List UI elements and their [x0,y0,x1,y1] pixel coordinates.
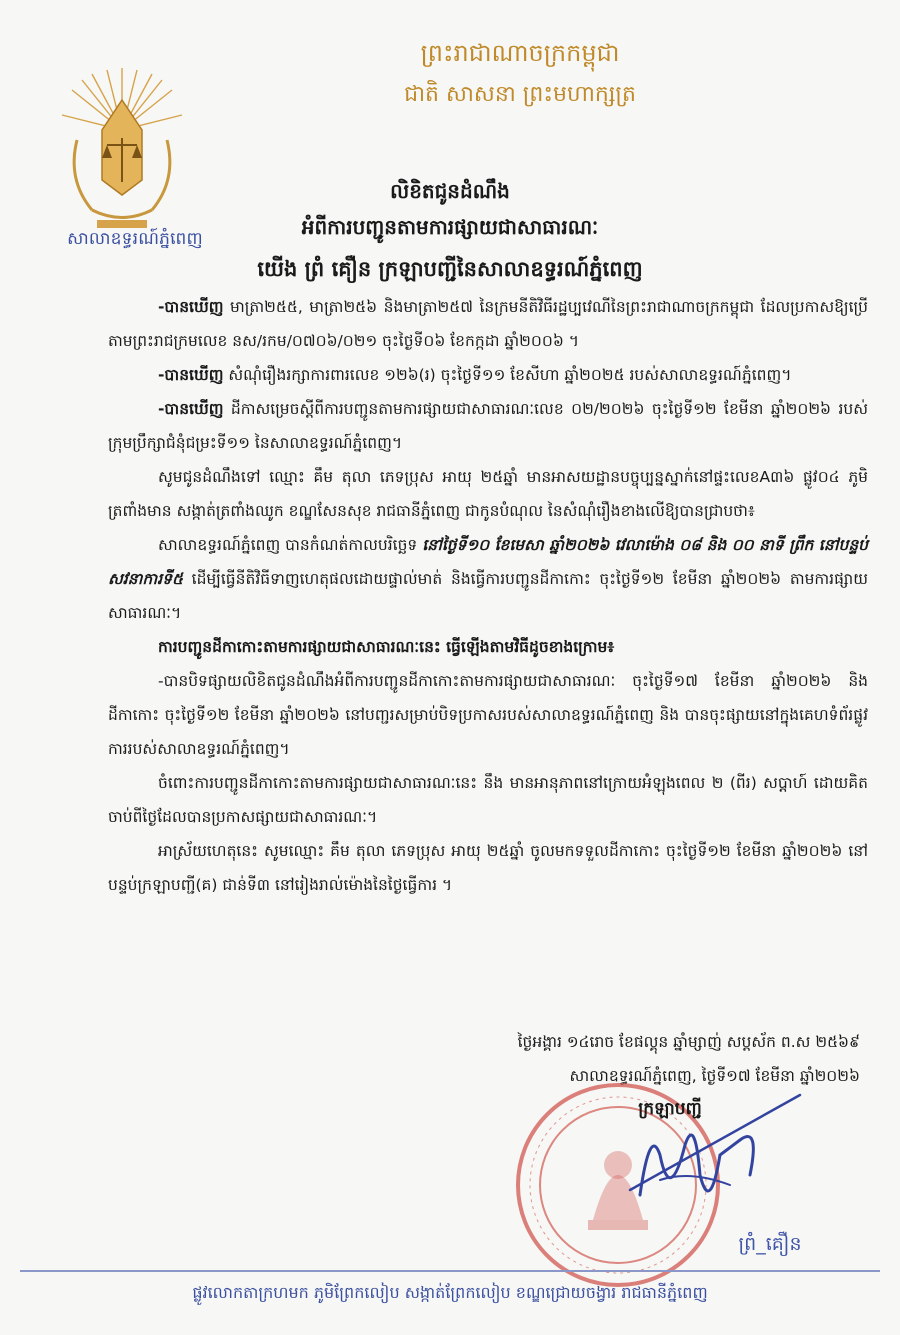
paragraph-method-heading: ការបញ្ជូនដីកាកោះតាមការផ្សាយជាសាធារណៈនេះ ធ្វើឡើងតាមវិធីដូចខាងក្រោម៖ [158,638,615,656]
paragraph-conclusion: អាស្រ័យហេតុនេះ សូមឈ្មោះ គឹម តុលា ភេទប្រុស អាយុ ២៥ឆ្នាំ ចូលមកទទួលដីកាកោះ ចុះថ្ងៃទី១២ ខែមីនា ឆ្នាំ២០២៦ នៅបន្ទប់ក្រឡាបញ្ជី(គ) ជាន់ទី៣ នៅរៀងរាល់ម៉ោងនៃថ្ងៃធ្វើការ ។ [108,842,868,894]
paragraph-text: សាលាឧទ្ធរណ៍ភ្នំពេញ បានកំណត់កាលបរិច្ឆេទ [158,536,423,554]
paragraph-hearing [108,528,868,630]
paragraph-method: -បានបិទផ្សាយលិខិតជូនដំណឹងអំពីការបញ្ជូនដីកាកោះតាមការផ្សាយជាសាធារណៈ ចុះថ្ងៃទី១៧ ខែមីនា ឆ្នាំ២០២៦ និងដីកាកោះ ចុះថ្ងៃទី១២ ខែមីនា ឆ្នាំ២០២៦ នៅបញ្ជរសម្រាប់បិទប្រកាសរបស់សាលាឧទ្ធរណ៍ភ្នំពេញ និង បានចុះផ្សាយនៅក្នុងគេហទំព័រផ្លូវការរបស់សាលាឧទ្ធរណ៍ភ្នំពេញ។ [108,672,868,758]
paragraph-text: សំណុំរឿងរក្សាការពារលេខ ១២៦(រ) ចុះថ្ងៃទី១១ ខែសីហា ឆ្នាំ២០២៥ របស់សាលាឧទ្ធរណ៍ភ្នំពេញ។ [223,366,792,384]
footer-divider [20,1270,880,1272]
national-motto: ជាតិ សាសនា ព្រះមហាក្សត្រ [404,82,636,107]
court-name-under-logo: សាលាឧទ្ធរណ៍ភ្នំពេញ [67,229,203,249]
notice-subtitle: អំពីការបញ្ជូនតាមការផ្សាយជាសាធារណៈ [301,215,599,239]
place-and-date: សាលាឧទ្ធរណ៍ភ្នំពេញ, ថ្ងៃទី១៧ ខែមីនា ឆ្នាំ២០២៦ [569,1067,860,1085]
seen-label: -បានឃើញ [158,298,224,316]
kingdom-title: ព្រះរាជាណាចក្រកម្ពុជា [420,39,620,67]
notice-body [108,290,868,902]
paragraph-effect: ចំពោះការបញ្ជូនដីកាកោះតាមការផ្សាយជាសាធារណៈនេះ នឹង មានអានុភាពនៅក្រោយអំឡុងពេល ២ (ពីរ) សប្តាហ៍ ដោយគិតចាប់ពីថ្ងៃដែលបានប្រកាសផ្សាយជាសាធារណៈ។ [108,774,868,826]
paragraph-text: មាត្រា២៥៥, មាត្រា២៥៦ និងមាត្រា២៥៧ នៃក្រមនីតិវិធីរដ្ឋប្បវេណីនៃព្រះរាជាណាចក្រកម្ពុជា ដែលប្រកាសឱ្យប្រើតាមព្រះរាជក្រមលេខ នស/រកម/០៧០៦/០២១ ចុះថ្ងៃទី០៦ ខែកក្កដា ឆ្នាំ២០០៦ ។ [108,298,868,350]
signer-title: ក្រឡាបញ្ជី [638,1099,702,1119]
notice-title: លិខិតជូនដំណឹង [390,179,510,203]
signer-name: ព្រំ_គឿន [738,1233,802,1255]
seen-label: -បានឃើញ [158,400,224,418]
lunar-date: ថ្ងៃអង្គារ ១៤រោច ខែផល្គុន ឆ្នាំម្សាញ់ សប្តស័ក ព.ស ២៥៦៩ [517,1033,860,1051]
court-emblem-icon [52,60,192,240]
paragraph-text: ដើម្បីធ្វើនីតិវិធីទាញហេតុផលដោយផ្ទាល់មាត់ និងធ្វើការបញ្ជូនដីកាកោះ ចុះថ្ងៃទី១២ ខែមីនា ឆ្នាំ២០២៦ តាមការផ្សាយសាធារណៈ។ [108,570,868,622]
paragraph-notify: សូមជូនដំណឹងទៅ ឈ្មោះ គឹម តុលា ភេទប្រុស អាយុ ២៥ឆ្នាំ មានអាសយដ្ឋានបច្ចុប្បន្នស្នាក់នៅផ្ទះលេខA៣៦ ផ្លូវ០៤ ភូមិត្រពាំងមាន សង្កាត់ត្រពាំងឈូក ខណ្ឌសែនសុខ រាជធានីភ្នំពេញ ជាកូនបំណុល នៃសំណុំរឿងខាងលើឱ្យបានជ្រាបថា៖ [108,468,868,520]
issuer-line: យើង ព្រំ គឿន ក្រឡាបញ្ជីនៃសាលាឧទ្ធរណ៍ភ្នំពេញ [257,257,643,281]
paragraph-seen-1 [108,290,868,358]
paragraph-text: ដីកាសម្រេចស្តីពីការបញ្ជូនតាមការផ្សាយជាសាធារណៈលេខ ០២/២០២៦ ចុះថ្ងៃទី១២ ខែមីនា ឆ្នាំ២០២៦ របស់ក្រុមប្រឹក្សាជំនុំជម្រះទី១១ នៃសាលាឧទ្ធរណ៍ភ្នំពេញ។ [108,400,868,452]
seen-label: -បានឃើញ [158,366,224,384]
signature-icon [600,1085,810,1225]
hearing-datetime: នៅថ្ងៃទី១០ ខែមេសា ឆ្នាំ២០២៦ វេលាម៉ោង ០៨ និង ០០ នាទី ព្រឹក នៅបន្ទប់សវនាការទី៥ [108,536,868,588]
footer-address: ផ្លូវលោកតាក្រហមក ភូមិព្រែកលៀប សង្កាត់ព្រែកលៀប ខណ្ឌជ្រោយចង្វារ រាជធានីភ្នំពេញ [192,1283,708,1302]
paragraph-seen-2 [108,358,868,392]
paragraph-seen-3 [108,392,868,460]
